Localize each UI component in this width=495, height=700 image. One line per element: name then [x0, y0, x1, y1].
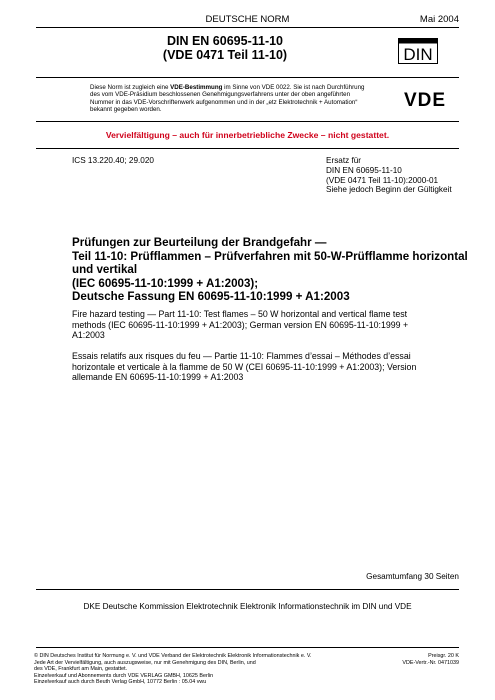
replacement-line: Ersatz für — [326, 156, 362, 165]
footer-line: © DIN Deutsches Institut für Normung e. V. und VDE Verband der Elektrotechnik Elektronik Informationstechnik e. V. — [34, 653, 312, 659]
total-pages: Gesamtumfang 30 Seiten — [366, 572, 459, 581]
vde-contract-number: VDE-Vertr.-Nr. 0471039 — [402, 659, 459, 666]
din-logo-text: DIN — [403, 45, 433, 64]
reproduction-notice: Vervielfältigung – auch für innerbetriebliche Zwecke – nicht gestattet. — [105, 130, 390, 140]
title-en-line: methods (IEC 60695-11-10:1999 + A1:2003); German version EN 60695-11-10:1999 + — [72, 319, 409, 330]
document-title-de — [72, 236, 468, 304]
footer-line: Jede Art der Vervielfältigung, auch auszugsweise, nur mit Genehmigung des DIN, Berlin, und — [34, 659, 256, 666]
replacement-info — [326, 156, 452, 195]
title-fr-line: Essais relatifs aux risques du feu — Partie 11-10: Flammes d’essai – Méthodes d’essai — [72, 351, 411, 361]
issue-date: Mai 2004 — [419, 14, 459, 25]
document-title-fr — [72, 351, 452, 383]
reproduction-rule — [36, 148, 459, 149]
standard-number — [60, 34, 390, 62]
vde-logo-text: VDE — [403, 90, 447, 110]
replacement-line: Siehe jedoch Beginn der Gültigkeit — [326, 185, 452, 195]
vde-notice — [90, 84, 370, 114]
title-fr-line: allemande EN 60695-11-10:1999 + A1:2003 — [72, 372, 244, 383]
header-rule — [36, 27, 459, 28]
vde-logo — [395, 88, 455, 110]
title-line: Prüfungen zur Beurteilung der Brandgefahr — — [72, 236, 327, 249]
document-title-en — [72, 309, 452, 341]
title-line: (IEC 60695-11-10:1999 + A1:2003); — [72, 276, 259, 290]
title-en-line: A1:2003 — [72, 330, 105, 341]
vde-notice-text-end: im Sinne von VDE 0022. Sie ist nach Durchführung des vom VDE-Präsidium beschlossenen Genehmigungsverfahrens unter der oben angeführten Nummer in das VDE-Vorschriftenwerk aufgenommen und in der „etz Elektrotechnik + Automation“ bekannt gegeben worden. — [90, 84, 365, 114]
price-footer — [402, 653, 459, 666]
ics-classification: ICS 13.220.40; 29.020 — [72, 156, 154, 165]
replacement-line: DIN EN 60695-11-10 — [326, 165, 402, 175]
title-line: Deutsche Fassung EN 60695-11-10:1999 + A1:2003 — [72, 290, 350, 303]
footer-rule — [36, 647, 459, 648]
footer-line: des VDE, Frankfurt am Main, gestattet. — [34, 666, 128, 672]
footer-line: Einzelverkauf und Abonnements durch VDE VERLAG GMBH, 10625 Berlin — [34, 672, 214, 679]
notice-rule — [36, 121, 459, 122]
title-fr-line: horizontale et verticale à la flamme de 50 W (CEI 60695-11-10:1999 + A1:2003); Version — [72, 361, 417, 372]
standard-type-header: DEUTSCHE NORM — [205, 14, 290, 25]
copyright-footer — [34, 653, 384, 686]
standard-number-din: DIN EN 60695-11-10 — [166, 34, 284, 48]
title-line: Teil 11-10: Prüfflammen – Prüfverfahren mit 50-W-Prüfflamme horizontal — [72, 249, 468, 263]
din-logo — [398, 38, 438, 64]
replacement-line: (VDE 0471 Teil 11-10):2000-01 — [326, 175, 439, 185]
vde-notice-bold: VDE-Bestimmung — [170, 84, 223, 91]
dke-publisher: DKE Deutsche Kommission Elektrotechnik Elektronik Informationstechnik im DIN und VDE — [83, 602, 412, 611]
price-group: Preisgr. 20 K — [428, 653, 459, 659]
title-rule — [36, 77, 459, 78]
standard-number-vde: (VDE 0471 Teil 11-10) — [162, 48, 288, 62]
title-line: und vertikal — [72, 263, 138, 276]
title-en-line: Fire hazard testing — Part 11-10: Test flames – 50 W horizontal and vertical flame test — [72, 309, 408, 319]
pages-rule — [36, 589, 459, 590]
footer-line: Einzelverkauf auch durch Beuth Verlag GmbH, 10772 Berlin : 05.04 vwu — [34, 679, 207, 685]
vde-notice-text-start: Diese Norm ist zugleich eine — [90, 84, 171, 91]
